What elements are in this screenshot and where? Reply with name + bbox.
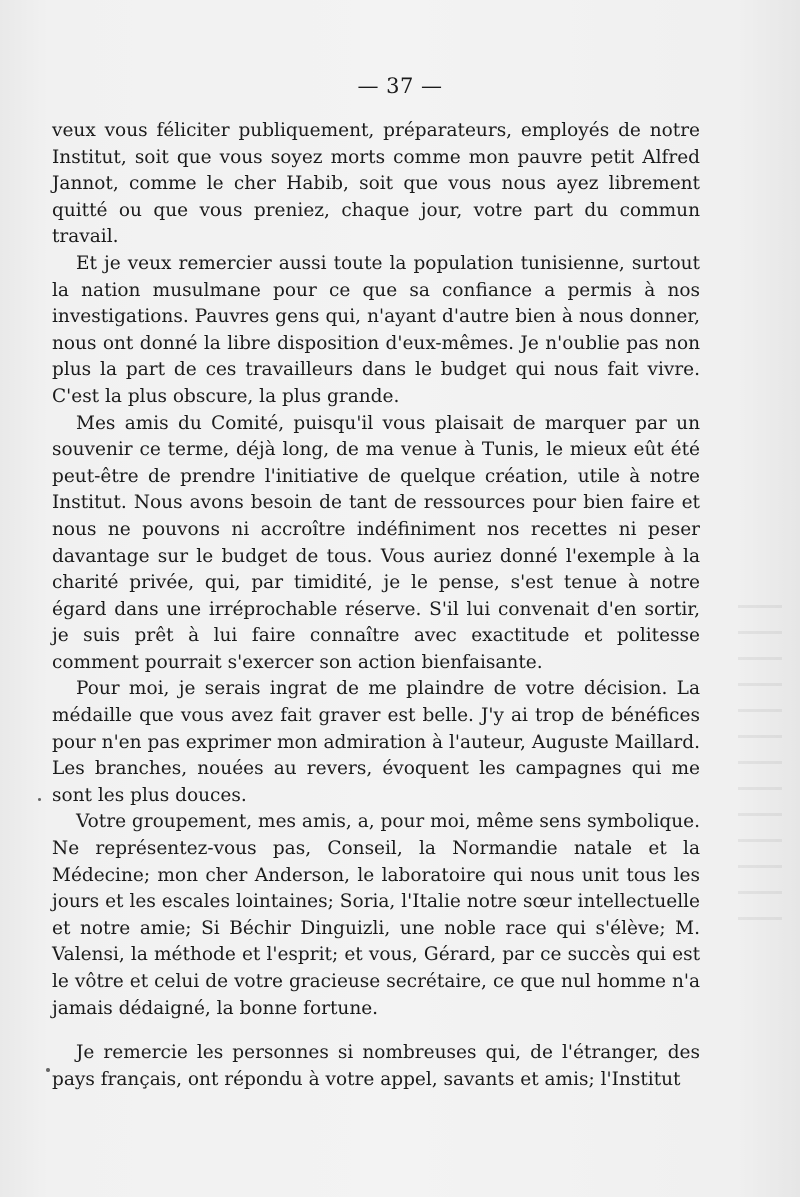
paragraph: Et je veux remercier aussi toute la population tunisienne, surtout la nation musulmane pour ce que sa confiance a permis à nos investigations. Pauvres gens qui, n'ayant d'autre bien à nous donner, nous ont donné la libre disposition d'eux-mêmes. Je n'oublie pas non plus la part de ces travailleurs dans le budget qui nous fait vivre. C'est la plus obscure, la plus grande. — [52, 252, 700, 407]
bleed-through-stamp — [738, 600, 782, 920]
paragraph: Mes amis du Comité, puisqu'il vous plaisait de marquer par un souvenir ce terme, déjà long, de ma venue à Tunis, le mieux eût été peut-être de prendre l'initiative de quelque création, utile à notre Institut. Nous avons besoin de tant de ressources pour bien faire et nous ne pouvons ni accroître indéfiniment nos recettes ni peser davantage sur le budget de tous. Vous auriez donné l'exemple à la charité privée, qui, par timidité, je le pense, s'est tenue à notre égard dans une irréprochable réserve. S'il lui convenait d'en sortir, je suis prêt à lui faire connaître avec exactitude et politesse comment pourrait s'exercer son action bienfaisante. — [52, 412, 700, 673]
paragraph: Je remercie les personnes si nombreuses qui, de l'étranger, des pays français, ont répondu à votre appel, savants et amis; l'Institut — [52, 1042, 700, 1090]
ink-speck — [46, 1068, 50, 1072]
paragraph: veux vous féliciter publiquement, préparateurs, employés de notre Institut, soit que vous soyez morts comme mon pauvre petit Alfred Jannot, comme le cher Habib, soit que vous nous ayez librement quitté ou que vous preniez, chaque jour, votre part du commun travail. — [52, 120, 700, 248]
paragraph: Pour moi, je serais ingrat de me plaindre de votre décision. La médaille que vous avez fait graver est belle. J'y ai trop de bénéfices pour n'en pas exprimer mon admiration à l'auteur, Auguste Maillard. Les branches, nouées au revers, évoquent les campagnes qui me sont les plus douces. — [52, 678, 700, 806]
ink-speck — [38, 798, 41, 801]
body-text — [52, 118, 700, 1093]
paragraph: Votre groupement, mes amis, a, pour moi, même sens symbolique. Ne représentez-vous pas, Conseil, la Normandie natale et la Médecine; mon cher Anderson, le laboratoire qui nous unit tous les jours et les escales lointaines; Soria, l'Italie notre sœur intellectuelle et notre amie; Si Béchir Dinguizli, une noble race qui s'élève; M. Valensi, la méthode et l'esprit; et vous, Gérard, par ce succès qui est le vôtre et celui de votre gracieuse secrétaire, ce que nul homme n'a jamais dédaigné, la bonne fortune. — [52, 811, 700, 1019]
page-number: — 37 — — [357, 74, 443, 98]
